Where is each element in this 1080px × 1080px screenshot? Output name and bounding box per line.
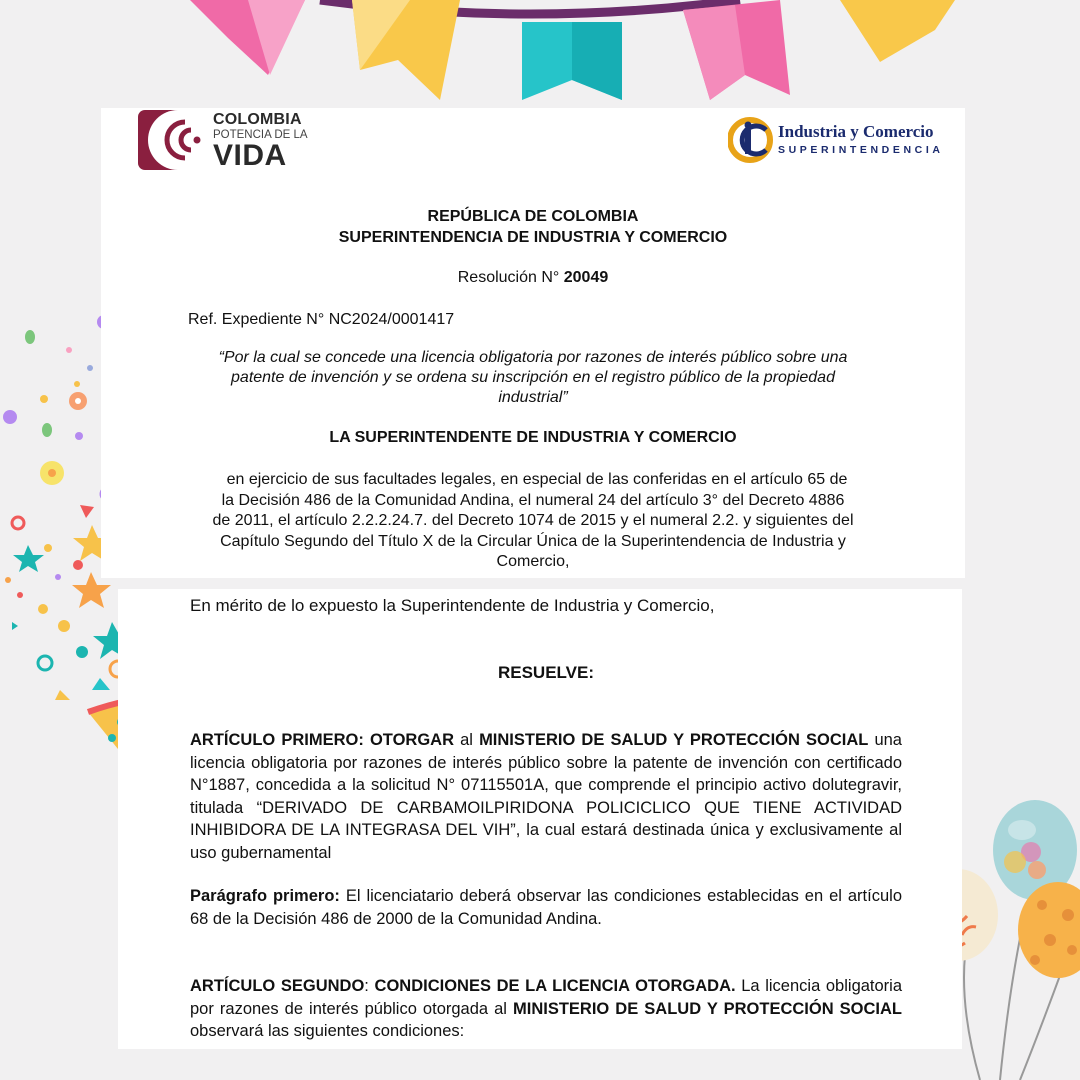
article-segundo — [190, 975, 902, 1043]
merit-line: En mérito de lo expuesto la Superintendente de Industria y Comercio, — [190, 596, 715, 615]
article1-verb: OTORGAR — [369, 731, 454, 749]
resolution-title — [101, 269, 965, 287]
logo-line-industria: Industria y Comercio — [778, 122, 934, 141]
considerations-line-5: Comercio, — [496, 553, 570, 570]
paragraph1-label: Parágrafo primero: — [190, 887, 340, 905]
resolution-number: 20049 — [563, 269, 609, 286]
considerations-line-1: en ejercicio de sus facultades legales, en especial de las conferidas en el artículo 65 de — [226, 471, 848, 488]
logo-line-superintendencia: SUPERINTENDENCIA — [778, 144, 944, 156]
bunting-garland — [190, 0, 955, 100]
paragraph-primero — [190, 885, 902, 930]
subject-line-3: industrial” — [498, 389, 568, 406]
subject-line-2: patente de invención y se ordena su inscripción en el registro público de la propiedad — [231, 369, 835, 386]
colombia-waves-icon — [138, 110, 204, 170]
paragraph1-text: El licenciatario deberá observar las condiciones establecidas en el artículo 68 de la Decisión 486 de 2000 de la Comunidad Andina. — [190, 887, 902, 928]
article-primero — [190, 729, 902, 864]
resolution-prefix: Resolución N° — [457, 269, 560, 286]
logo-line-vida: VIDA — [213, 139, 287, 172]
article2-colon: : — [364, 977, 369, 995]
resolution-subject — [101, 348, 965, 408]
article2-entity: MINISTERIO DE SALUD Y PROTECCIÓN SOCIAL — [513, 999, 902, 1018]
header-republica: REPÚBLICA DE COLOMBIA — [427, 208, 639, 225]
authority-heading: LA SUPERINTENDENTE DE INDUSTRIA Y COMERCIO — [329, 429, 737, 446]
subject-line-1: “Por la cual se concede una licencia obligatoria por razones de interés público sobre una — [218, 349, 848, 366]
article2-text2: observará las siguientes condiciones: — [190, 1022, 465, 1040]
article2-title: CONDICIONES DE LA LICENCIA OTORGADA. — [374, 977, 736, 995]
resolve-heading: RESUELVE: — [497, 663, 595, 682]
industria-y-comercio-logo — [728, 116, 953, 166]
colombia-potencia-de-la-vida-logo — [138, 110, 313, 174]
sic-emblem-icon — [728, 116, 776, 164]
article1-connector: al — [460, 731, 473, 749]
article1-text: una licencia obligatoria por razones de interés público sobre la patente de invención con certificado N°1887, concedida a la solicitud N° 07115501A, que comprende el principio activo dolutegravir, titulada “DERIVADO DE CARBAMOILPIRIDONA POLICICLICO QUE TIENE ACTIVIDAD INHIBIDORA DE LA INTEGRASA DEL VIH”, la cual estará destinada única y exclusivamente al uso gubernamental — [190, 731, 902, 862]
considerations-paragraph — [101, 470, 965, 573]
considerations-line-3: de 2011, el artículo 2.2.2.24.7. del Decreto 1074 de 2015 y el numeral 2.2. y siguientes del — [212, 512, 854, 529]
considerations-line-4: Capítulo Segundo del Título X de la Circular Única de la Superintendencia de Industria y — [220, 532, 846, 550]
reference-expediente: Ref. Expediente N° NC2024/0001417 — [188, 311, 455, 328]
logo-line-colombia: COLOMBIA — [213, 111, 302, 128]
logo-line-potencia: POTENCIA DE LA — [213, 129, 308, 141]
article2-text1: La licencia obligatoria por razones de interés público otorgada al — [190, 977, 903, 1018]
considerations-line-2: la Decisión 486 de la Comunidad Andina, el numeral 24 del artículo 3° del Decreto 4886 — [221, 491, 845, 509]
article2-label: ARTÍCULO SEGUNDO — [190, 977, 365, 995]
article1-label: ARTÍCULO PRIMERO: — [190, 731, 364, 749]
article1-entity: MINISTERIO DE SALUD Y PROTECCIÓN SOCIAL — [479, 731, 869, 749]
header-superintendencia: SUPERINTENDENCIA DE INDUSTRIA Y COMERCIO — [338, 229, 728, 246]
